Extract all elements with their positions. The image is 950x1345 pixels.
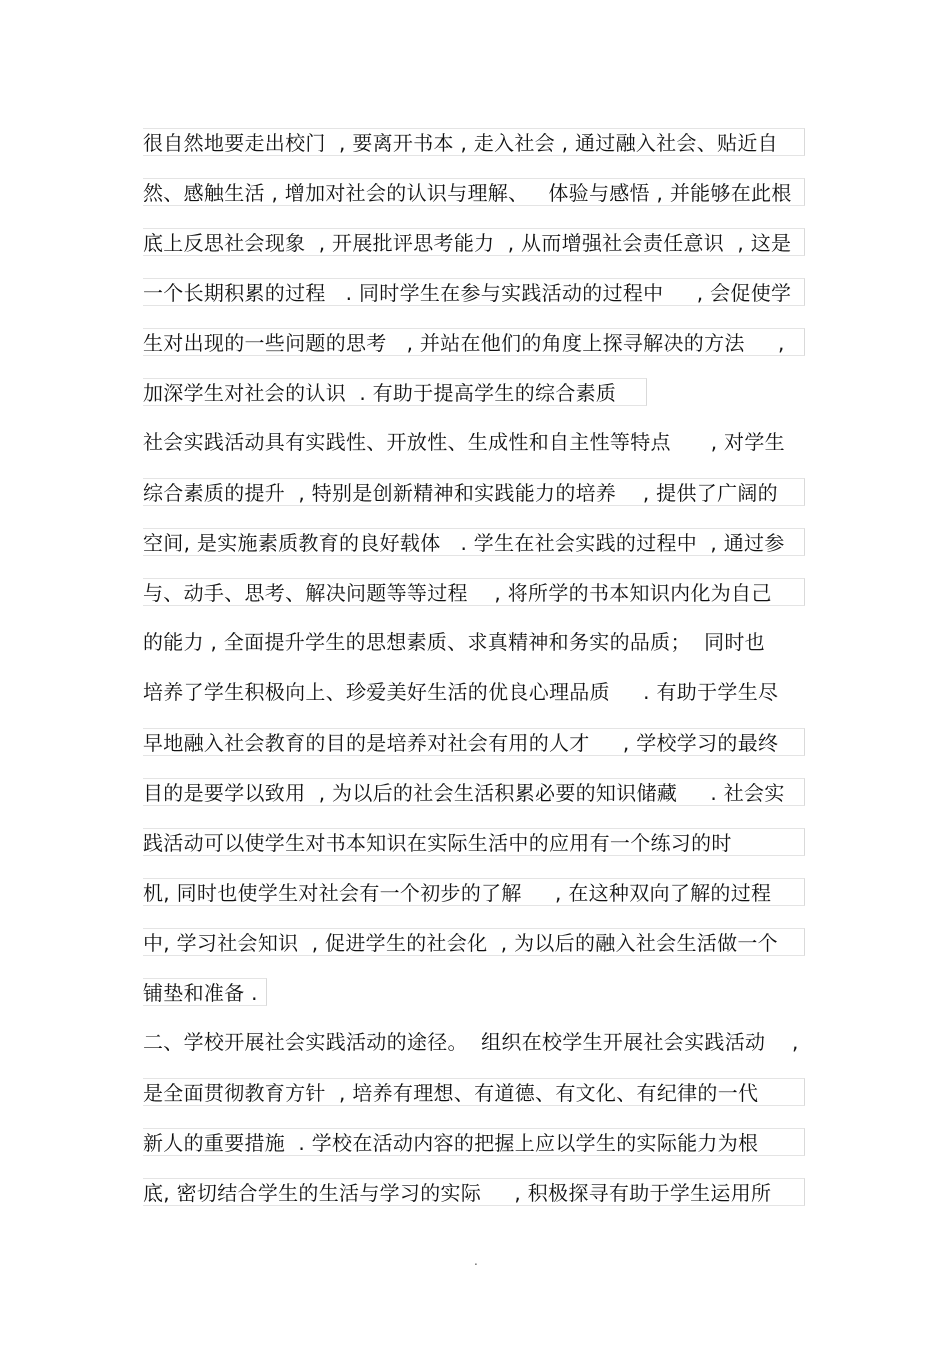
text-line: 机, 同时也使学生对社会有一个初步的了解 , 在这种双向了解的过程 <box>143 878 805 906</box>
text-line: 中, 学习社会知识 , 促进学生的社会化 , 为以后的融入社会生活做一个 <box>143 928 805 956</box>
text-line: 践活动可以使学生对书本知识在实际生活中的应用有一个练习的时 <box>143 828 805 856</box>
page-footer-mark: . <box>474 1254 478 1268</box>
text-line: 底, 密切结合学生的生活与学习的实际 , 积极探寻有助于学生运用所 <box>143 1178 805 1206</box>
text-line: 综合素质的提升 , 特别是创新精神和实践能力的培养 , 提供了广阔的 <box>143 478 805 506</box>
text-line: 底上反思社会现象 , 开展批评思考能力 , 从而增强社会责任意识 , 这是 <box>143 228 805 256</box>
text-line: 社会实践活动具有实践性、开放性、生成性和自主性等特点 , 对学生 <box>143 430 785 454</box>
text-line: 的能力 , 全面提升学生的思想素质、求真精神和务实的品质； 同时也 <box>143 630 765 654</box>
text-line: 加深学生对社会的认识 . 有助于提高学生的综合素质 <box>143 378 647 406</box>
text-line: 铺垫和准备 . <box>143 978 267 1006</box>
text-line: 二、学校开展社会实践活动的途径。 组织在校学生开展社会实践活动 , <box>143 1030 799 1054</box>
text-line: 培养了学生积极向上、珍爱美好生活的优良心理品质 . 有助于学生尽 <box>143 680 779 704</box>
text-line: 目的是要学以致用 , 为以后的社会生活积累必要的知识储藏 . 社会实 <box>143 778 805 806</box>
text-line: 新人的重要措施 . 学校在活动内容的把握上应以学生的实际能力为根 <box>143 1128 805 1156</box>
text-line: 很自然地要走出校门 , 要离开书本 , 走入社会 , 通过融入社会、贴近自 <box>143 128 805 156</box>
text-line: 生对出现的一些问题的思考 , 并站在他们的角度上探寻解决的方法 , <box>143 328 805 356</box>
text-line: 然、感触生活 , 增加对社会的认识与理解、 体验与感悟 , 并能够在此根 <box>143 178 805 206</box>
text-line: 空间, 是实施素质教育的良好载体 . 学生在社会实践的过程中 , 通过参 <box>143 528 805 556</box>
text-line: 早地融入社会教育的目的是培养对社会有用的人才 , 学校学习的最终 <box>143 728 805 756</box>
text-line: 一个长期积累的过程 . 同时学生在参与实践活动的过程中 , 会促使学 <box>143 278 805 306</box>
text-line: 与、动手、思考、解决问题等等过程 , 将所学的书本知识内化为自己 <box>143 578 805 606</box>
text-line: 是全面贯彻教育方针 , 培养有理想、有道德、有文化、有纪律的一代 <box>143 1078 805 1106</box>
